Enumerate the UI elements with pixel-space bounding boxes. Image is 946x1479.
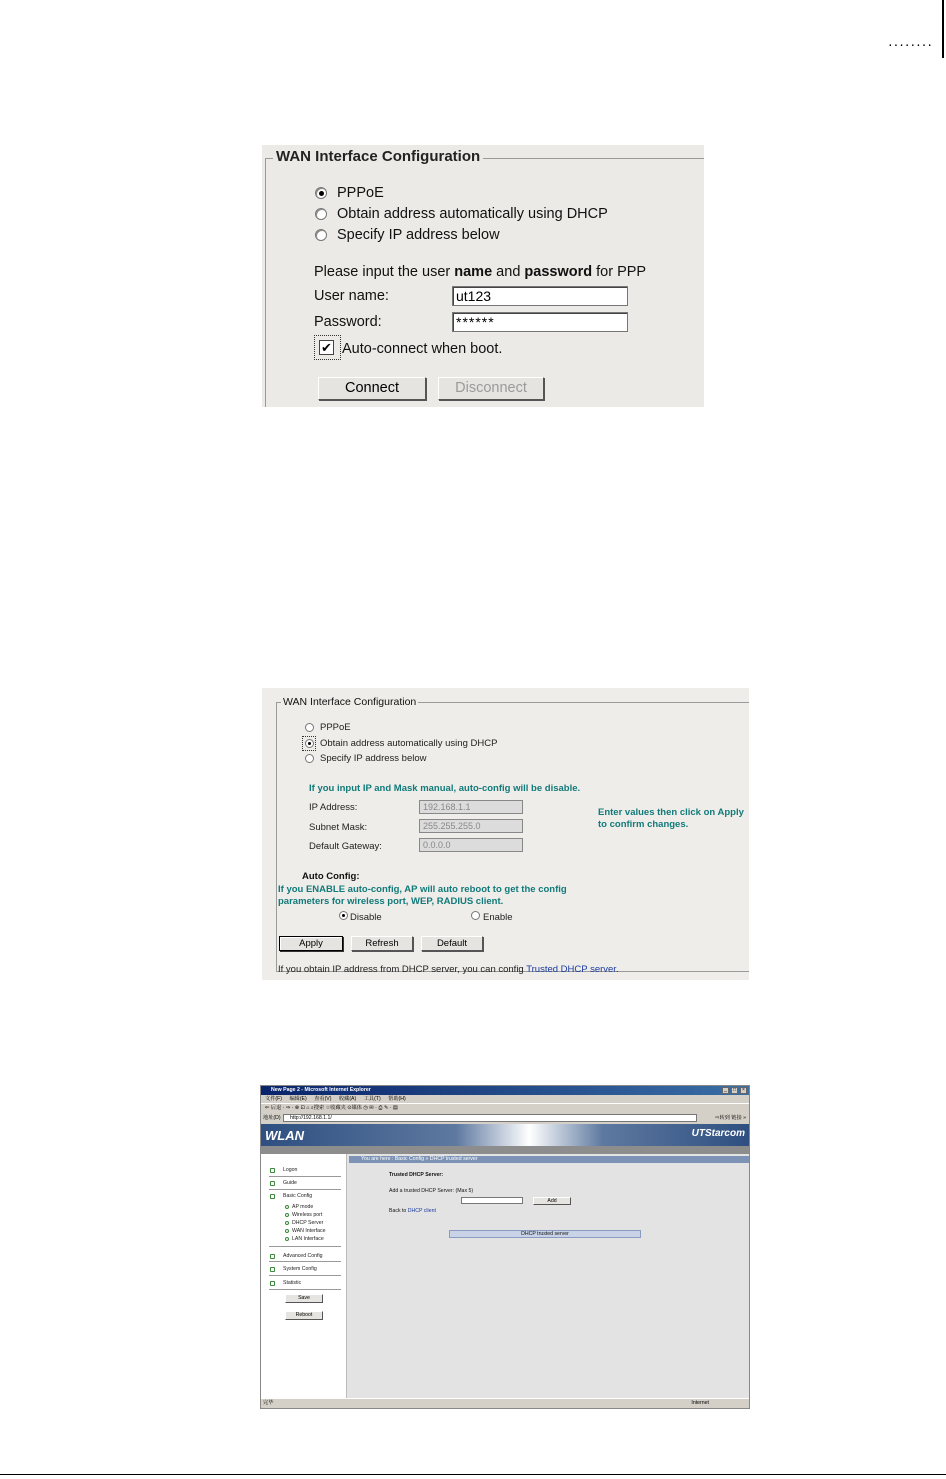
menu-file[interactable]: 文件(F) [265,1096,282,1102]
autoconnect-checkbox[interactable] [314,335,341,360]
address-label: 地址(D) [263,1115,281,1121]
utstarcom-logo: UTStarcom [691,1128,745,1139]
guide-icon [270,1181,275,1186]
trusted-dhcp-heading: Trusted DHCP Server: [389,1172,444,1178]
browser-toolbar[interactable]: ⇐ 后退 · ⇒ · ⊗ ⊡ ⌂ ⌕搜索 ☆收藏夹 ⊙媒体 ◷ ✉ · ⎙ ✎ · ▤ [261,1103,749,1112]
banner-divider [261,1146,749,1154]
status-bar [261,1398,749,1408]
apply-hint-2: to confirm changes. [598,819,689,830]
prompt-password: password [524,264,593,280]
static-ip-label: Specify IP address below [320,753,427,764]
autoconnect-label: Auto-connect when boot. [342,341,503,357]
close-icon[interactable]: × [740,1087,747,1094]
fieldset-legend: WAN Interface Configuration [283,696,417,708]
save-button[interactable]: Save [285,1294,323,1303]
back-prefix: Back to [389,1208,408,1214]
password-input[interactable]: ****** [452,312,628,332]
disable-label: Disable [350,912,382,923]
dhcp-radio[interactable] [315,208,327,220]
default-button[interactable]: Default [421,936,483,951]
divider [269,1275,341,1276]
prompt-name: name [454,264,493,280]
static-ip-radio[interactable] [315,229,327,241]
window-title: New Page 2 - Microsoft Internet Explorer [261,1086,749,1095]
static-ip-radio[interactable] [305,754,314,763]
username-label: User name: [314,288,389,304]
corner-dots: ........ [887,36,932,49]
lan-interface-icon [285,1237,289,1241]
mask-label: Subnet Mask: [309,822,368,833]
sidebar-subitem-ap-mode[interactable]: AP mode [292,1204,314,1210]
dhcp-client-link[interactable]: DHCP client [407,1208,436,1214]
connect-button[interactable]: Connect [318,377,426,400]
sidebar-subitem-wan-interface[interactable]: WAN Interface [292,1228,326,1234]
apply-button[interactable]: Apply [279,936,343,951]
divider [269,1246,341,1247]
maximize-icon[interactable]: □ [732,1087,737,1093]
trusted-dhcp-link[interactable]: Trusted DHCP server [526,964,616,975]
dhcp-label: Obtain address automatically using DHCP [337,206,608,222]
sidebar-item-advanced-config[interactable]: Advanced Config [283,1253,323,1259]
ip-label: IP Address: [309,802,358,813]
logon-icon [270,1168,275,1173]
sidebar-item-system-config[interactable]: System Config [283,1266,317,1272]
menu-help[interactable]: 帮助(H) [388,1096,406,1102]
wan-interface-icon [285,1229,289,1233]
menu-favorites[interactable]: 收藏(A) [338,1096,357,1102]
status-done: 完毕 [263,1400,274,1406]
menu-tools[interactable]: 工具(T) [363,1096,381,1102]
menu-view[interactable]: 查看(V) [314,1096,332,1102]
prompt-suffix: for PPP [592,264,647,280]
footer-suffix: . [615,964,619,975]
auto-config-desc-2: parameters for wireless port, WEP, RADIUS client. [278,896,504,907]
gateway-label: Default Gateway: [309,841,382,852]
footer-prefix: If you obtain IP address from DHCP server, you can config [278,964,527,975]
pppoe-radio[interactable] [315,187,327,199]
divider [269,1261,341,1262]
username-input[interactable]: ut123 [452,286,628,306]
check-icon: ✔ [319,340,334,355]
sidebar-subitem-lan-interface[interactable]: LAN Interface [292,1236,324,1242]
system-config-icon [270,1267,275,1272]
auto-config-desc-1: If you ENABLE auto-config, AP will auto reboot to get the config [278,884,567,895]
browser-screenshot [260,1085,750,1409]
wlan-logo: WLAN [265,1128,304,1143]
go-button[interactable]: ⇨转到 链接 » [715,1115,746,1121]
dhcp-label: Obtain address automatically using DHCP [320,738,498,749]
static-ip-label: Specify IP address below [337,227,500,243]
divider [269,1176,341,1177]
sidebar-subitem-wireless-port[interactable]: Wireless port [292,1212,323,1218]
ap-mode-icon [285,1205,289,1209]
pppoe-radio[interactable] [305,723,314,732]
disconnect-button[interactable]: Disconnect [438,377,544,400]
menu-bar [261,1095,749,1103]
sidebar-item-statistic[interactable]: Statistic [283,1280,302,1286]
prompt-prefix: Please input the user [314,264,455,280]
address-bar [261,1113,749,1123]
ip-address-field[interactable]: 192.168.1.1 [419,800,523,814]
web-content [261,1154,749,1399]
dhcp-radio[interactable] [305,739,314,748]
page-corner-mark [885,0,945,58]
sidebar-item-guide[interactable]: Guide [283,1180,297,1186]
minimize-icon[interactable]: _ [722,1087,729,1094]
enable-radio[interactable] [471,911,480,920]
wan-fieldset [265,158,704,407]
sidebar [261,1154,347,1399]
gateway-field[interactable]: 0.0.0.0 [419,838,523,852]
password-label: Password: [314,314,382,330]
basic-config-icon [270,1194,275,1199]
add-button[interactable]: Add [533,1197,571,1205]
divider [269,1289,341,1290]
wan-dhcp-screenshot [262,688,749,980]
wlan-banner [261,1124,749,1146]
wireless-port-icon [285,1213,289,1217]
add-server-label: Add a trusted DHCP Server: (Max 5) [389,1188,474,1194]
sidebar-subitem-dhcp-server[interactable]: DHCP Server [292,1220,324,1226]
sidebar-item-basic-config[interactable]: Basic Config [283,1193,313,1199]
prompt-and: and [492,264,525,280]
reboot-button[interactable]: Reboot [285,1311,323,1320]
disable-radio[interactable] [339,911,348,920]
menu-edit[interactable]: 编辑(E) [289,1096,307,1102]
refresh-button[interactable]: Refresh [351,936,413,951]
manual-note: If you input IP and Mask manual, auto-config will be disable. [309,783,581,794]
dhcp-server-icon [285,1221,289,1225]
status-zone: Internet [691,1400,709,1406]
subnet-mask-field[interactable]: 255.255.255.0 [419,819,523,833]
address-input[interactable]: http://192.168.1.1/ [283,1114,697,1122]
fieldset-legend: WAN Interface Configuration [273,148,483,165]
wan-pppoe-screenshot [262,145,704,407]
corner-rule [942,0,944,58]
enable-label: Enable [483,912,513,923]
pppoe-label: PPPoE [337,185,384,201]
ppp-prompt [314,264,646,280]
pppoe-label: PPPoE [320,722,351,733]
advanced-config-icon [270,1254,275,1259]
auto-config-title: Auto Config: [302,871,360,882]
breadcrumb: You are here : Basic Config » DHCP trusted server [349,1156,749,1163]
apply-hint-1: Enter values then click on Apply [598,807,744,818]
sidebar-item-logon[interactable]: Logon [283,1167,298,1173]
trusted-server-table-header: DHCP trusted server [449,1230,641,1238]
back-to-dhcp-client [389,1208,436,1214]
divider [269,1189,341,1190]
dhcp-footer-note [278,964,619,975]
footer-rule [0,1474,946,1475]
statistic-icon [270,1281,275,1286]
dhcp-server-input[interactable] [461,1197,523,1204]
